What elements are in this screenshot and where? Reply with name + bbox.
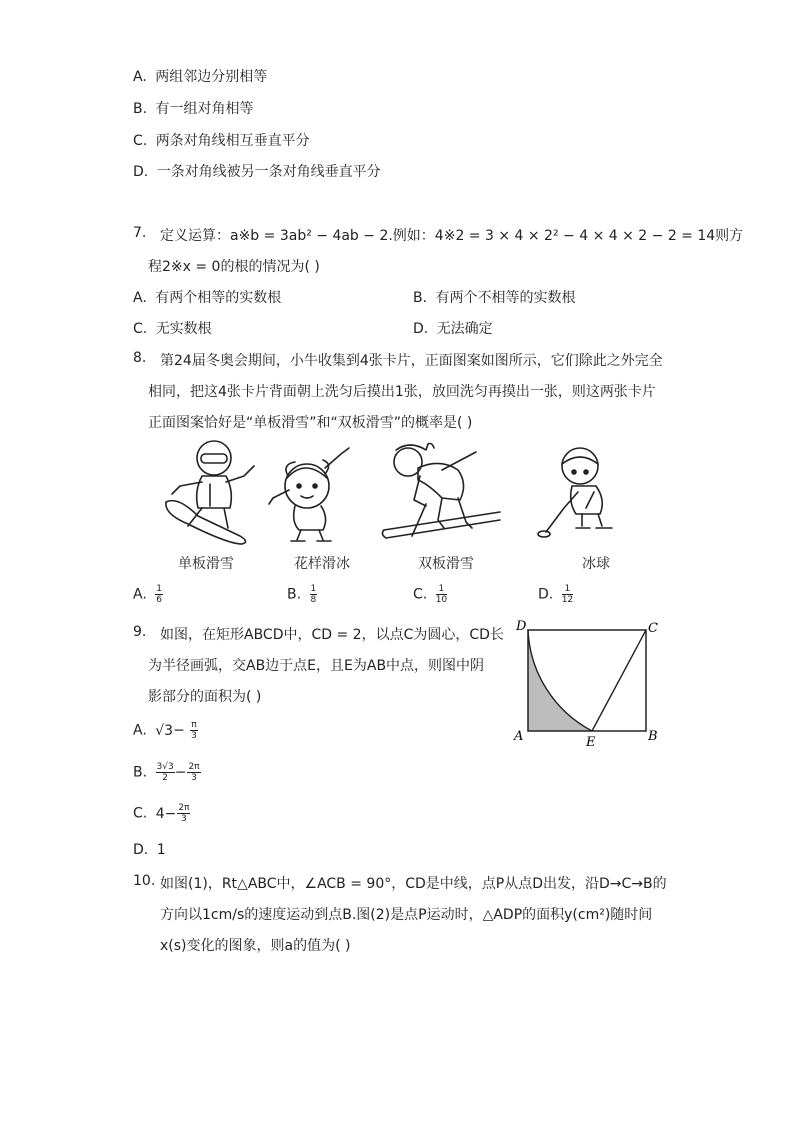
q7-option-d <box>413 318 493 338</box>
label-e: E <box>586 735 596 750</box>
q7-option-b <box>413 287 576 307</box>
fraction <box>177 803 190 824</box>
option-letter: A. <box>133 722 147 739</box>
double-ski-illustration <box>380 440 502 548</box>
denominator: 3 <box>181 814 187 824</box>
fraction <box>310 584 318 605</box>
q6-option-b <box>133 98 254 118</box>
fraction <box>190 720 197 741</box>
q9-number: 9. <box>133 624 147 640</box>
option-text: 有两个不相等的实数根 <box>435 290 576 306</box>
q8-option-d <box>538 584 573 605</box>
q8-option-c <box>413 584 447 605</box>
shaded-region <box>528 630 592 731</box>
q9-option-d <box>133 842 166 858</box>
numerator: 1 <box>562 584 573 595</box>
q7-stem-line1: 定义运算：a※b = 3ab² − 4ab − 2.例如：4※2 = 3 × 4 × 2² − 4 × 4 × 2 − 2 = 14则方 <box>160 228 744 244</box>
numerator: 3√3 <box>156 762 174 772</box>
q9-option-b <box>133 762 201 783</box>
q8-option-b <box>287 584 317 605</box>
numerator: 2π <box>188 762 200 772</box>
denominator: 8 <box>310 595 317 605</box>
numerator: 1 <box>436 584 447 595</box>
denominator: 6 <box>156 595 162 605</box>
numerator: 1 <box>310 584 317 594</box>
option-letter: B. <box>133 101 148 117</box>
q8-stem-line2: 相同，把这4张卡片背面朝上洗匀后摸出1张，放回洗匀再摸出一张，则这两张卡片 <box>148 384 656 400</box>
minus-sign: − <box>174 764 187 781</box>
option-letter: C. <box>133 321 148 337</box>
q10-number: 10. <box>133 873 156 889</box>
q10-stem-line1: 如图(1)，Rt△ABC中，∠ACB = 90°，CD是中线，点P从点D出发，沿D→C→B的 <box>160 876 667 892</box>
label-d: D <box>516 619 527 634</box>
q8-stem-line1: 第24届冬奥会期间，小牛收集到4张卡片，正面图案如图所示，它们除此之外完全 <box>160 353 663 369</box>
ice-hockey-illustration <box>536 442 636 542</box>
option-text: 有一组对角相等 <box>155 101 254 117</box>
q10-stem-line3: x(s)变化的图象，则a的值为( ) <box>160 938 351 954</box>
q7-number: 7. <box>133 225 147 241</box>
q10-stem-line2: 方向以1cm/s的速度运动到点B.图(2)是点P运动时，△ADP的面积y(cm²)随时间 <box>160 907 653 923</box>
numerator: π <box>191 720 197 730</box>
option-text: 有两个相等的实数根 <box>155 290 282 306</box>
q9-option-c <box>133 803 190 824</box>
q9-option-a <box>133 720 198 741</box>
q6-option-c <box>133 130 310 150</box>
minus-sign: − <box>173 722 185 739</box>
option-letter: B. <box>287 586 302 603</box>
numerator: 1 <box>156 584 162 594</box>
denominator: 10 <box>435 595 448 605</box>
q6-option-a <box>133 66 267 86</box>
option-text: 无实数根 <box>155 321 212 337</box>
fraction <box>436 584 447 605</box>
option-text: 1 <box>156 842 166 858</box>
option-letter: D. <box>538 586 554 603</box>
rectangle-arc-diagram <box>510 616 660 750</box>
option-text: 两组邻边分别相等 <box>155 69 268 85</box>
option-letter: D. <box>133 842 149 858</box>
fraction <box>156 762 175 783</box>
fraction <box>155 584 163 605</box>
denominator: 3 <box>191 731 197 741</box>
q6-option-d <box>133 161 381 181</box>
option-text: 两条对角线相互垂直平分 <box>155 133 310 149</box>
segment-ce <box>592 630 646 731</box>
snowboard-illustration <box>158 436 258 546</box>
label-c: C <box>648 621 658 636</box>
q7-option-a <box>133 287 281 307</box>
denominator: 3 <box>191 773 197 783</box>
card-caption-double-ski: 双板滑雪 <box>418 556 474 572</box>
q9-stem-line3: 影部分的面积为( ) <box>148 689 262 705</box>
option-letter: A. <box>133 290 147 306</box>
q7-option-c <box>133 318 212 338</box>
figure-skating-illustration <box>265 444 355 544</box>
option-letter: A. <box>133 69 147 85</box>
label-b: B <box>648 729 658 744</box>
option-letter: C. <box>133 133 148 149</box>
q8-stem-line3: 正面图案恰好是“单板滑雪”和“双板滑雪”的概率是( ) <box>148 415 473 431</box>
option-text: 无法确定 <box>436 321 493 337</box>
fraction <box>562 584 573 605</box>
sqrt-three: √3 <box>155 722 174 739</box>
q8-option-a <box>133 584 163 605</box>
option-letter: B. <box>133 764 148 781</box>
denominator: 2 <box>162 773 168 783</box>
option-letter: C. <box>413 586 428 603</box>
option-letter: C. <box>133 805 148 822</box>
option-letter: A. <box>133 586 147 603</box>
numerator: 2π <box>178 803 190 813</box>
fraction <box>187 762 200 783</box>
card-caption-figure-skating: 花样滑冰 <box>294 556 350 572</box>
q9-stem-line1: 如图，在矩形ABCD中，CD = 2，以点C为圆心，CD长 <box>160 627 504 643</box>
option-letter: B. <box>413 290 428 306</box>
card-caption-ice-hockey: 冰球 <box>582 556 610 572</box>
q9-stem-line2: 为半径画弧，交AB边于点E，且E为AB中点，则图中阴 <box>148 658 485 674</box>
option-letter: D. <box>133 164 149 180</box>
option-letter: D. <box>413 321 429 337</box>
card-caption-snowboard: 单板滑雪 <box>178 556 234 572</box>
denominator: 12 <box>561 595 574 605</box>
q7-stem-line2: 程2※x = 0的根的情况为( ) <box>148 259 320 275</box>
expression-prefix: 4− <box>155 805 177 822</box>
q8-number: 8. <box>133 350 147 366</box>
label-a: A <box>514 729 524 744</box>
option-text: 一条对角线被另一条对角线垂直平分 <box>156 164 381 180</box>
